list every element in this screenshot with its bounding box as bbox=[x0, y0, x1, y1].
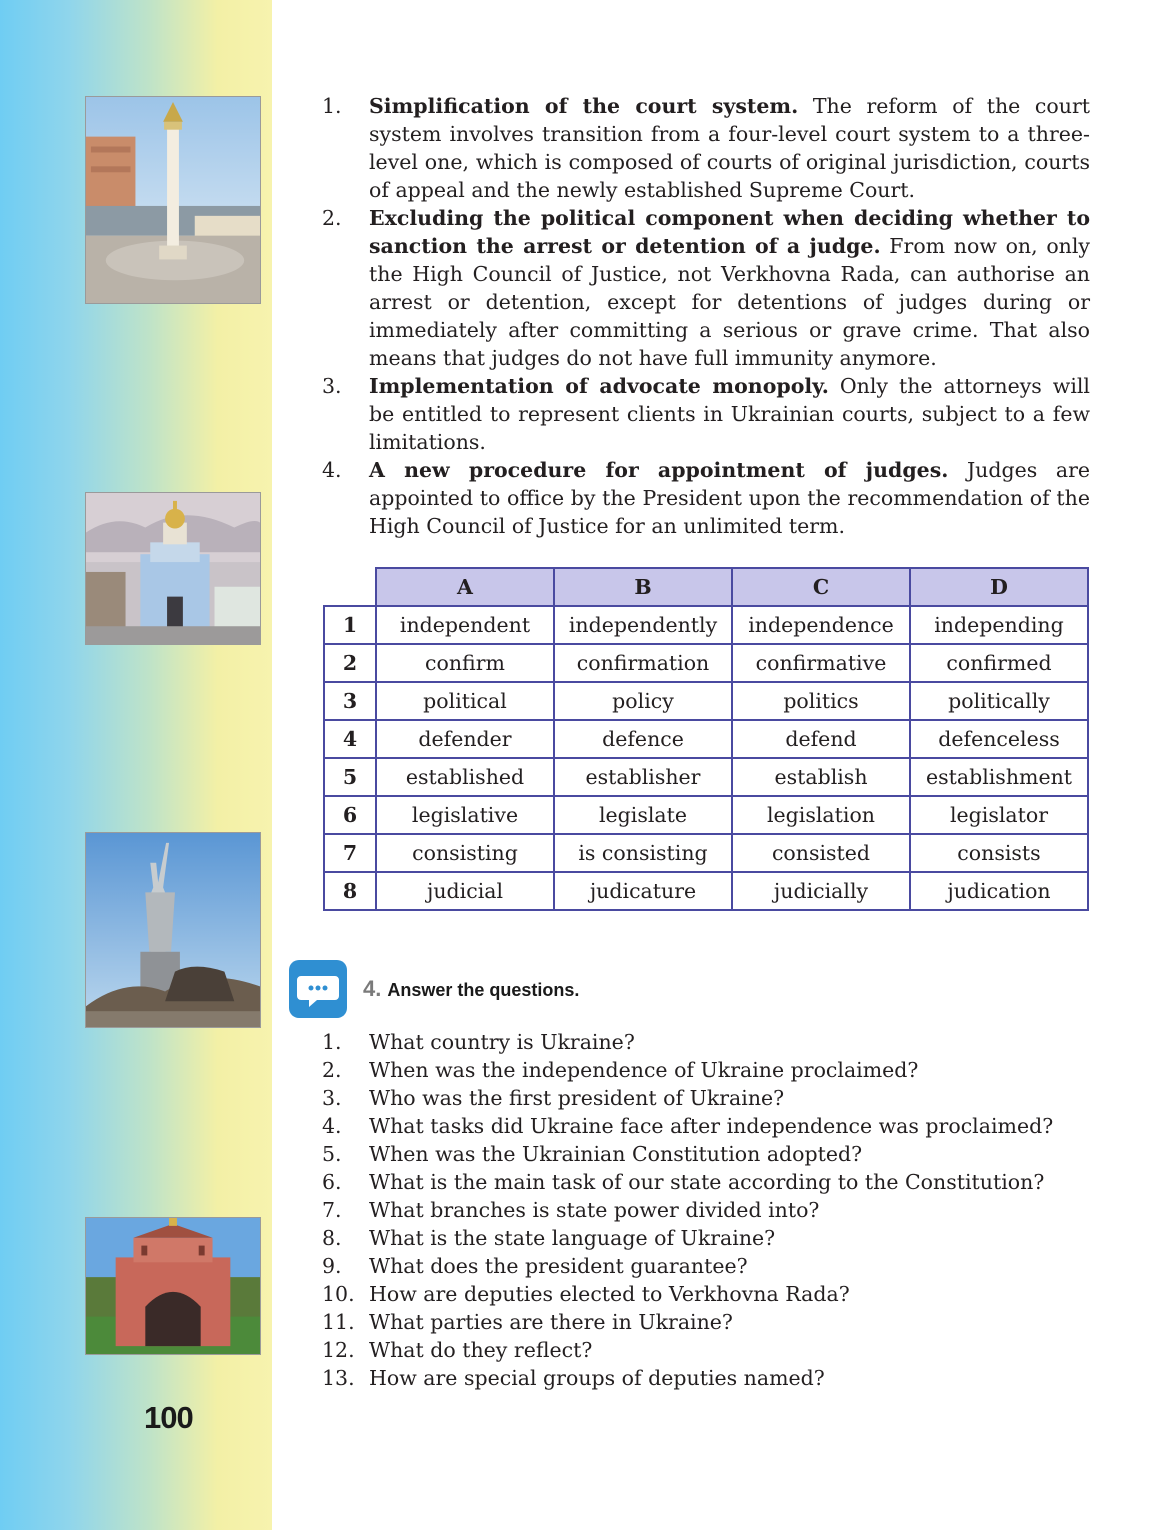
table-header: B bbox=[554, 568, 732, 606]
table-cell: defence bbox=[554, 720, 732, 758]
list-item-text: The reform of the court system involves transition from a four-level court system to a three-level one, which is composed of courts of original jurisdiction, courts of appeal and the newly established Supreme Court. bbox=[369, 94, 1090, 202]
table-cell: is consisting bbox=[554, 834, 732, 872]
question-text: Who was the first president of Ukraine? bbox=[369, 1086, 785, 1110]
question-text: What country is Ukraine? bbox=[369, 1030, 635, 1054]
list-item-number: 3. bbox=[322, 374, 342, 398]
row-number: 3 bbox=[324, 682, 376, 720]
list-item-text: Only the attorneys will be entitled to represent clients in Ukrainian courts, subject to a few limitations. bbox=[369, 374, 1090, 454]
question-number: 5. bbox=[322, 1142, 342, 1166]
list-item bbox=[322, 1308, 1102, 1336]
list-item bbox=[322, 204, 1090, 372]
question-text: When was the Ukrainian Constitution adopted? bbox=[369, 1142, 863, 1166]
question-number: 4. bbox=[322, 1114, 342, 1138]
table-row bbox=[324, 720, 1088, 758]
table-cell: legislator bbox=[910, 796, 1088, 834]
table-cell: politics bbox=[732, 682, 910, 720]
table-cell: judicial bbox=[376, 872, 554, 910]
question-list bbox=[322, 1028, 1102, 1392]
table-cell: consisting bbox=[376, 834, 554, 872]
list-item-title: A new procedure for appointment of judges. bbox=[369, 458, 949, 482]
table-cell: politically bbox=[910, 682, 1088, 720]
question-number: 6. bbox=[322, 1170, 342, 1194]
list-item bbox=[322, 1028, 1102, 1056]
table-cell: defenceless bbox=[910, 720, 1088, 758]
question-text: How are special groups of deputies named? bbox=[369, 1366, 825, 1390]
row-number: 4 bbox=[324, 720, 376, 758]
table-row bbox=[324, 796, 1088, 834]
table-cell: legislation bbox=[732, 796, 910, 834]
table-header: A bbox=[376, 568, 554, 606]
list-item bbox=[322, 372, 1090, 456]
question-number: 8. bbox=[322, 1226, 342, 1250]
question-number: 13. bbox=[322, 1366, 355, 1390]
page-number: 100 bbox=[144, 1400, 193, 1435]
reform-list bbox=[322, 92, 1090, 540]
table-cell: confirmative bbox=[732, 644, 910, 682]
list-item-title: Simplification of the court system. bbox=[369, 94, 799, 118]
question-text: What branches is state power divided into? bbox=[369, 1198, 820, 1222]
table-cell: legislative bbox=[376, 796, 554, 834]
table-cell: establishment bbox=[910, 758, 1088, 796]
question-number: 9. bbox=[322, 1254, 342, 1278]
list-item bbox=[322, 456, 1090, 540]
list-item bbox=[322, 1280, 1102, 1308]
list-item bbox=[322, 1168, 1102, 1196]
question-text: What parties are there in Ukraine? bbox=[369, 1310, 733, 1334]
row-number: 5 bbox=[324, 758, 376, 796]
task-heading bbox=[363, 976, 579, 1002]
list-item-number: 2. bbox=[322, 206, 342, 230]
task-number: 4. bbox=[363, 976, 382, 1001]
table-cell: consisted bbox=[732, 834, 910, 872]
table-cell: confirmation bbox=[554, 644, 732, 682]
table-cell: independence bbox=[732, 606, 910, 644]
question-text: What is the main task of our state according to the Constitution? bbox=[369, 1170, 1045, 1194]
question-number: 1. bbox=[322, 1030, 342, 1054]
row-number: 8 bbox=[324, 872, 376, 910]
list-item bbox=[322, 1084, 1102, 1112]
table-cell: confirm bbox=[376, 644, 554, 682]
question-number: 3. bbox=[322, 1086, 342, 1110]
row-number: 2 bbox=[324, 644, 376, 682]
table-cell: independing bbox=[910, 606, 1088, 644]
speech-bubble-icon bbox=[289, 960, 347, 1018]
word-forms-table bbox=[323, 567, 1089, 911]
question-text: When was the independence of Ukraine proclaimed? bbox=[369, 1058, 919, 1082]
table-cell: judication bbox=[910, 872, 1088, 910]
list-item bbox=[322, 1364, 1102, 1392]
photo-lavra-church bbox=[85, 492, 261, 645]
question-number: 2. bbox=[322, 1058, 342, 1082]
table-row bbox=[324, 644, 1088, 682]
question-text: How are deputies elected to Verkhovna Rada? bbox=[369, 1282, 850, 1306]
table-cell: political bbox=[376, 682, 554, 720]
table-corner bbox=[324, 568, 376, 606]
table-row bbox=[324, 872, 1088, 910]
question-number: 12. bbox=[322, 1338, 355, 1362]
list-item-number: 4. bbox=[322, 458, 342, 482]
row-number: 1 bbox=[324, 606, 376, 644]
list-item bbox=[322, 1196, 1102, 1224]
question-number: 7. bbox=[322, 1198, 342, 1222]
list-item bbox=[322, 1252, 1102, 1280]
list-item-text: Judges are appointed to office by the President upon the recommendation of the High Council of Justice for an unlimited term. bbox=[369, 458, 1091, 538]
list-item bbox=[322, 1112, 1102, 1140]
table-cell: confirmed bbox=[910, 644, 1088, 682]
list-item bbox=[322, 1140, 1102, 1168]
row-number: 6 bbox=[324, 796, 376, 834]
table-cell: policy bbox=[554, 682, 732, 720]
table-row bbox=[324, 606, 1088, 644]
question-text: What tasks did Ukraine face after independence was proclaimed? bbox=[369, 1114, 1054, 1138]
table-cell: consists bbox=[910, 834, 1088, 872]
list-item bbox=[322, 1336, 1102, 1364]
table-row bbox=[324, 682, 1088, 720]
photo-independence-monument bbox=[85, 96, 261, 304]
list-item bbox=[322, 1224, 1102, 1252]
row-number: 7 bbox=[324, 834, 376, 872]
table-cell: defender bbox=[376, 720, 554, 758]
list-item-title: Excluding the political component when deciding whether to sanction the arrest or detention of a judge. bbox=[369, 206, 1090, 258]
table-cell: independent bbox=[376, 606, 554, 644]
list-item-number: 1. bbox=[322, 94, 342, 118]
question-text: What is the state language of Ukraine? bbox=[369, 1226, 776, 1250]
table-cell: judicature bbox=[554, 872, 732, 910]
table-cell: defend bbox=[732, 720, 910, 758]
table-cell: legislate bbox=[554, 796, 732, 834]
photo-motherland-monument bbox=[85, 832, 261, 1028]
table-cell: establisher bbox=[554, 758, 732, 796]
table-row bbox=[324, 834, 1088, 872]
table-cell: establish bbox=[732, 758, 910, 796]
question-number: 11. bbox=[322, 1310, 355, 1334]
table-header: D bbox=[910, 568, 1088, 606]
table-header: C bbox=[732, 568, 910, 606]
list-item-text: From now on, only the High Council of Justice, not Verkhovna Rada, can authorise an arrest or detention, except for detentions of judges during or immediately after committing a serious or grave crime. That also means that judges do not have full immunity anymore. bbox=[369, 234, 1090, 370]
photo-golden-gate bbox=[85, 1217, 261, 1355]
table-header-row bbox=[324, 568, 1088, 606]
question-number: 10. bbox=[322, 1282, 355, 1306]
list-item-title: Implementation of advocate monopoly. bbox=[369, 374, 829, 398]
question-text: What do they reflect? bbox=[369, 1338, 593, 1362]
list-item bbox=[322, 92, 1090, 204]
table-cell: independently bbox=[554, 606, 732, 644]
list-item bbox=[322, 1056, 1102, 1084]
question-text: What does the president guarantee? bbox=[369, 1254, 748, 1278]
task-instruction: Answer the questions. bbox=[387, 980, 580, 1000]
table-cell: judicially bbox=[732, 872, 910, 910]
table-row bbox=[324, 758, 1088, 796]
table-cell: established bbox=[376, 758, 554, 796]
